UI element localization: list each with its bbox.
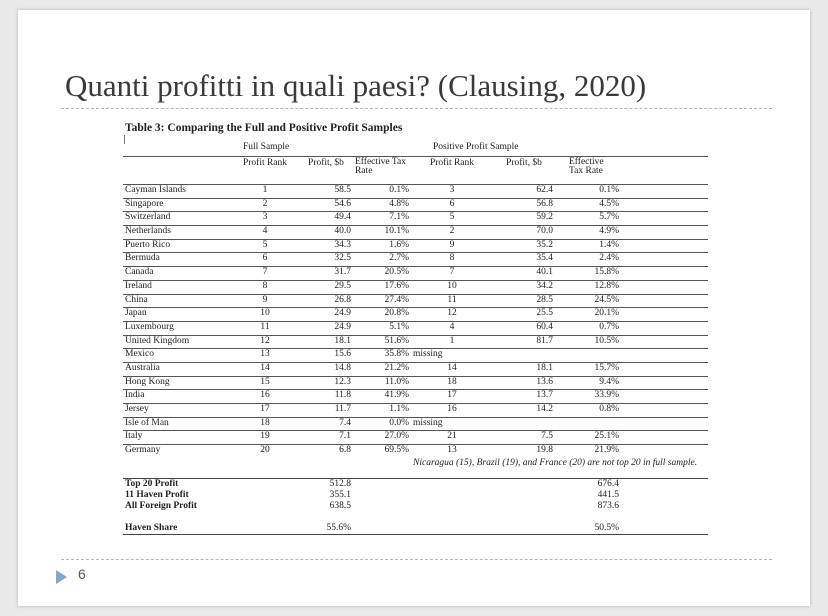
country-cell: Hong Kong [123, 376, 231, 390]
summary-full-value: 355.1 [329, 490, 351, 501]
summary-row [123, 502, 708, 523]
full-profit-cell: 34.3 [299, 239, 353, 253]
summary-positive-value: 676.4 [555, 478, 621, 490]
positive-tax-cell: 15.7% [555, 362, 621, 376]
table-row [123, 212, 708, 226]
full-tax-cell: 69.5% [353, 445, 411, 458]
positive-tax-cell: 9.4% [555, 376, 621, 390]
positive-tax-cell: 21.9% [555, 445, 621, 458]
col-header: Profit Rank [411, 157, 493, 185]
country-cell: Puerto Rico [123, 239, 231, 253]
group-full-sample: Full Sample [243, 142, 290, 152]
full-tax-cell: 17.6% [353, 280, 411, 294]
empty-cell [493, 523, 555, 535]
full-profit-cell: 40.0 [299, 226, 353, 240]
country-cell: India [123, 390, 231, 404]
full-rank-cell: 4 [231, 226, 299, 240]
col-header: Profit Rank [231, 157, 299, 185]
country-cell: China [123, 294, 231, 308]
table-caption: Table 3: Comparing the Full and Positive Profit Samples [125, 122, 403, 134]
full-profit-cell: 15.6 [299, 349, 353, 363]
summary-label: Haven Share [123, 523, 231, 535]
positive-profit-cell: 59.2 [493, 212, 555, 226]
country-cell: Switzerland [123, 212, 231, 226]
full-tax-cell: 1.6% [353, 239, 411, 253]
table-row [123, 390, 708, 404]
full-tax-cell: 20.5% [353, 267, 411, 281]
empty-cell [493, 502, 555, 523]
table-row [123, 321, 708, 335]
positive-rank-cell: 9 [411, 239, 493, 253]
positive-tax-cell: 0.7% [555, 321, 621, 335]
empty-cell [353, 502, 411, 523]
summary-label: All Foreign Profit [125, 500, 197, 511]
full-rank-cell: 18 [231, 417, 299, 431]
full-rank-cell: 3 [231, 212, 299, 226]
full-profit-cell: 11.8 [299, 390, 353, 404]
positive-tax-cell: 12.8% [555, 280, 621, 294]
full-profit-cell: 58.5 [299, 185, 353, 199]
full-rank-cell: 12 [231, 335, 299, 349]
full-tax-cell: 2.7% [353, 253, 411, 267]
table-row [123, 335, 708, 349]
positive-rank-cell: 6 [411, 198, 493, 212]
full-tax-cell: 27.4% [353, 294, 411, 308]
positive-profit-cell: 18.1 [493, 362, 555, 376]
empty-cell [621, 212, 708, 226]
col-header: Effective Tax Rate [353, 157, 411, 185]
empty-cell [621, 490, 708, 502]
positive-tax-cell: 0.1% [555, 185, 621, 199]
empty-cell [353, 490, 411, 502]
page-number: 6 [78, 566, 86, 582]
full-rank-cell: 6 [231, 253, 299, 267]
empty-cell [621, 280, 708, 294]
full-rank-cell: 16 [231, 390, 299, 404]
positive-rank-cell: 2 [411, 226, 493, 240]
full-tax-cell: 1.1% [353, 404, 411, 418]
empty-cell [621, 226, 708, 240]
full-rank-cell: 2 [231, 198, 299, 212]
country-cell: Australia [123, 362, 231, 376]
positive-profit-cell: 40.1 [493, 267, 555, 281]
summary-positive-value: 50.5% [555, 523, 621, 535]
col-header: Profit, $b [493, 157, 555, 185]
table-row [123, 294, 708, 308]
empty-cell [621, 376, 708, 390]
positive-rank-cell: 14 [411, 362, 493, 376]
empty-cell [231, 523, 299, 535]
positive-profit-cell: 60.4 [493, 321, 555, 335]
positive-profit-cell: 19.8 [493, 445, 555, 458]
full-profit-cell: 49.4 [299, 212, 353, 226]
full-tax-cell: 20.8% [353, 308, 411, 322]
country-cell: Canada [123, 267, 231, 281]
positive-tax-cell: 4.9% [555, 226, 621, 240]
summary-full-value: 638.5 [329, 500, 351, 511]
positive-rank-cell: 18 [411, 376, 493, 390]
positive-tax-cell: 0.8% [555, 404, 621, 418]
slide-title: Quanti profitti in quali paesi? (Clausing, 2020) [65, 68, 647, 103]
summary-full-value: 55.6% [299, 523, 353, 535]
table-row [123, 308, 708, 322]
table-note: Nicaragua (15), Brazil (19), and France (20) are not top 20 in full sample. [413, 457, 698, 468]
empty-cell [621, 294, 708, 308]
positive-rank-cell: 11 [411, 294, 493, 308]
full-rank-cell: 17 [231, 404, 299, 418]
table-row [123, 253, 708, 267]
full-rank-cell: 1 [231, 185, 299, 199]
positive-rank-cell: 5 [411, 212, 493, 226]
data-table-figure [123, 122, 708, 535]
positive-tax-cell: 4.5% [555, 198, 621, 212]
caption-tick [124, 135, 125, 144]
full-profit-cell: 7.1 [299, 431, 353, 445]
empty-cell [231, 502, 299, 523]
positive-rank-cell: 12 [411, 308, 493, 322]
empty-cell [621, 349, 708, 363]
full-tax-cell: 27.0% [353, 431, 411, 445]
empty-cell [621, 321, 708, 335]
positive-rank-cell: 16 [411, 404, 493, 418]
empty-cell [493, 478, 555, 490]
footer-divider [61, 559, 772, 560]
positive-tax-cell: 15.8% [555, 267, 621, 281]
positive-profit-cell: 25.5 [493, 308, 555, 322]
empty-cell [621, 478, 708, 490]
positive-rank-cell: 17 [411, 390, 493, 404]
empty-cell [621, 239, 708, 253]
full-tax-cell: 51.6% [353, 335, 411, 349]
full-tax-cell: 11.0% [353, 376, 411, 390]
group-header-row [123, 136, 708, 157]
positive-tax-cell: 25.1% [555, 431, 621, 445]
table-row [123, 445, 708, 458]
group-positive-sample: Positive Profit Sample [433, 142, 519, 152]
positive-profit-cell: 62.4 [493, 185, 555, 199]
country-cell: Italy [123, 431, 231, 445]
summary-row [123, 478, 708, 490]
full-tax-cell: 35.8% [353, 349, 411, 363]
table-row [123, 404, 708, 418]
empty-cell [621, 502, 708, 523]
full-profit-cell: 12.3 [299, 376, 353, 390]
country-cell: Jersey [123, 404, 231, 418]
country-cell: Bermuda [123, 253, 231, 267]
country-cell: Singapore [123, 198, 231, 212]
full-rank-cell: 19 [231, 431, 299, 445]
full-profit-cell: 26.8 [299, 294, 353, 308]
full-profit-cell: 24.9 [299, 308, 353, 322]
positive-tax-cell: 1.4% [555, 239, 621, 253]
empty-cell [621, 431, 708, 445]
table-row [123, 362, 708, 376]
positive-profit-cell: 14.2 [493, 404, 555, 418]
full-rank-cell: 11 [231, 321, 299, 335]
summary-positive-value: 873.6 [597, 500, 619, 511]
table-row [123, 376, 708, 390]
positive-profit-cell: 35.4 [493, 253, 555, 267]
positive-tax-cell: 5.7% [555, 212, 621, 226]
country-cell: Germany [123, 445, 231, 458]
empty-cell [353, 523, 411, 535]
positive-profit-cell: 81.7 [493, 335, 555, 349]
empty-cell [621, 362, 708, 376]
empty-cell [411, 523, 493, 535]
positive-profit-cell: 35.2 [493, 239, 555, 253]
col-header: Effective Tax Rate [555, 157, 621, 185]
positive-profit-cell [493, 417, 555, 431]
positive-rank-cell: missing [411, 349, 493, 363]
positive-rank-cell: missing [411, 417, 493, 431]
full-tax-cell: 21.2% [353, 362, 411, 376]
empty-cell [493, 490, 555, 502]
positive-profit-cell: 13.7 [493, 390, 555, 404]
full-tax-cell: 41.9% [353, 390, 411, 404]
positive-tax-cell: 20.1% [555, 308, 621, 322]
positive-tax-cell: 10.5% [555, 335, 621, 349]
positive-rank-cell: 4 [411, 321, 493, 335]
note-row [123, 458, 708, 479]
empty-cell [621, 523, 708, 535]
empty-cell [621, 417, 708, 431]
summary-positive-value: 441.5 [597, 490, 619, 501]
summary-label: Top 20 Profit [123, 478, 231, 490]
positive-tax-cell [555, 417, 621, 431]
play-arrow-icon [56, 570, 67, 584]
positive-rank-cell: 8 [411, 253, 493, 267]
full-profit-cell: 24.9 [299, 321, 353, 335]
full-profit-cell: 54.6 [299, 198, 353, 212]
summary-row [123, 490, 708, 502]
full-rank-cell: 14 [231, 362, 299, 376]
empty-cell [621, 404, 708, 418]
full-profit-cell: 18.1 [299, 335, 353, 349]
empty-cell [411, 478, 493, 490]
col-header: Profit, $b [299, 157, 353, 185]
empty-cell [621, 198, 708, 212]
table-body [123, 185, 708, 458]
empty-cell [411, 502, 493, 523]
full-profit-cell: 11.7 [299, 404, 353, 418]
full-rank-cell: 5 [231, 239, 299, 253]
empty-cell [353, 478, 411, 490]
positive-profit-cell: 28.5 [493, 294, 555, 308]
full-profit-cell: 31.7 [299, 267, 353, 281]
empty-cell [621, 390, 708, 404]
empty-cell [411, 490, 493, 502]
positive-profit-cell: 70.0 [493, 226, 555, 240]
summary-label: 11 Haven Profit [125, 490, 189, 501]
full-rank-cell: 13 [231, 349, 299, 363]
summary-full-value: 512.8 [299, 478, 353, 490]
full-rank-cell: 7 [231, 267, 299, 281]
positive-profit-cell: 34.2 [493, 280, 555, 294]
country-cell: United Kingdom [123, 335, 231, 349]
positive-rank-cell: 7 [411, 267, 493, 281]
country-cell: Japan [123, 308, 231, 322]
empty-cell [621, 308, 708, 322]
full-profit-cell: 6.8 [299, 445, 353, 458]
empty-cell [621, 445, 708, 458]
full-rank-cell: 15 [231, 376, 299, 390]
full-tax-cell: 0.0% [353, 417, 411, 431]
slide [18, 10, 810, 606]
positive-rank-cell: 13 [411, 445, 493, 458]
country-cell: Mexico [123, 349, 231, 363]
summary-row [123, 523, 708, 535]
country-cell: Netherlands [123, 226, 231, 240]
empty-cell [231, 490, 299, 502]
data-table [123, 136, 708, 535]
full-profit-cell: 14.8 [299, 362, 353, 376]
column-header-row [123, 157, 708, 185]
table-row [123, 349, 708, 363]
positive-profit-cell [493, 349, 555, 363]
positive-tax-cell [555, 349, 621, 363]
positive-profit-cell: 13.6 [493, 376, 555, 390]
full-profit-cell: 29.5 [299, 280, 353, 294]
full-tax-cell: 10.1% [353, 226, 411, 240]
country-cell: Isle of Man [123, 417, 231, 431]
positive-profit-cell: 56.8 [493, 198, 555, 212]
table-row [123, 431, 708, 445]
table-row [123, 198, 708, 212]
full-rank-cell: 20 [231, 445, 299, 458]
country-cell: Cayman Islands [123, 185, 231, 199]
full-profit-cell: 7.4 [299, 417, 353, 431]
full-profit-cell: 32.5 [299, 253, 353, 267]
empty-cell [621, 253, 708, 267]
table-row [123, 239, 708, 253]
positive-profit-cell: 7.5 [493, 431, 555, 445]
country-cell: Luxembourg [123, 321, 231, 335]
positive-rank-cell: 1 [411, 335, 493, 349]
table-row [123, 267, 708, 281]
country-cell: Ireland [123, 280, 231, 294]
title-divider [61, 108, 772, 109]
positive-tax-cell: 24.5% [555, 294, 621, 308]
empty-cell [621, 267, 708, 281]
full-tax-cell: 4.8% [353, 198, 411, 212]
positive-tax-cell: 2.4% [555, 253, 621, 267]
empty-cell [231, 478, 299, 490]
full-tax-cell: 5.1% [353, 321, 411, 335]
positive-rank-cell: 10 [411, 280, 493, 294]
empty-cell [621, 335, 708, 349]
table-row [123, 280, 708, 294]
full-tax-cell: 7.1% [353, 212, 411, 226]
positive-rank-cell: 3 [411, 185, 493, 199]
full-rank-cell: 10 [231, 308, 299, 322]
full-tax-cell: 0.1% [353, 185, 411, 199]
full-rank-cell: 9 [231, 294, 299, 308]
table-row [123, 226, 708, 240]
full-rank-cell: 8 [231, 280, 299, 294]
positive-rank-cell: 21 [411, 431, 493, 445]
positive-tax-cell: 33.9% [555, 390, 621, 404]
empty-cell [621, 185, 708, 199]
summary-body [123, 478, 708, 535]
table-row [123, 417, 708, 431]
table-row [123, 185, 708, 199]
